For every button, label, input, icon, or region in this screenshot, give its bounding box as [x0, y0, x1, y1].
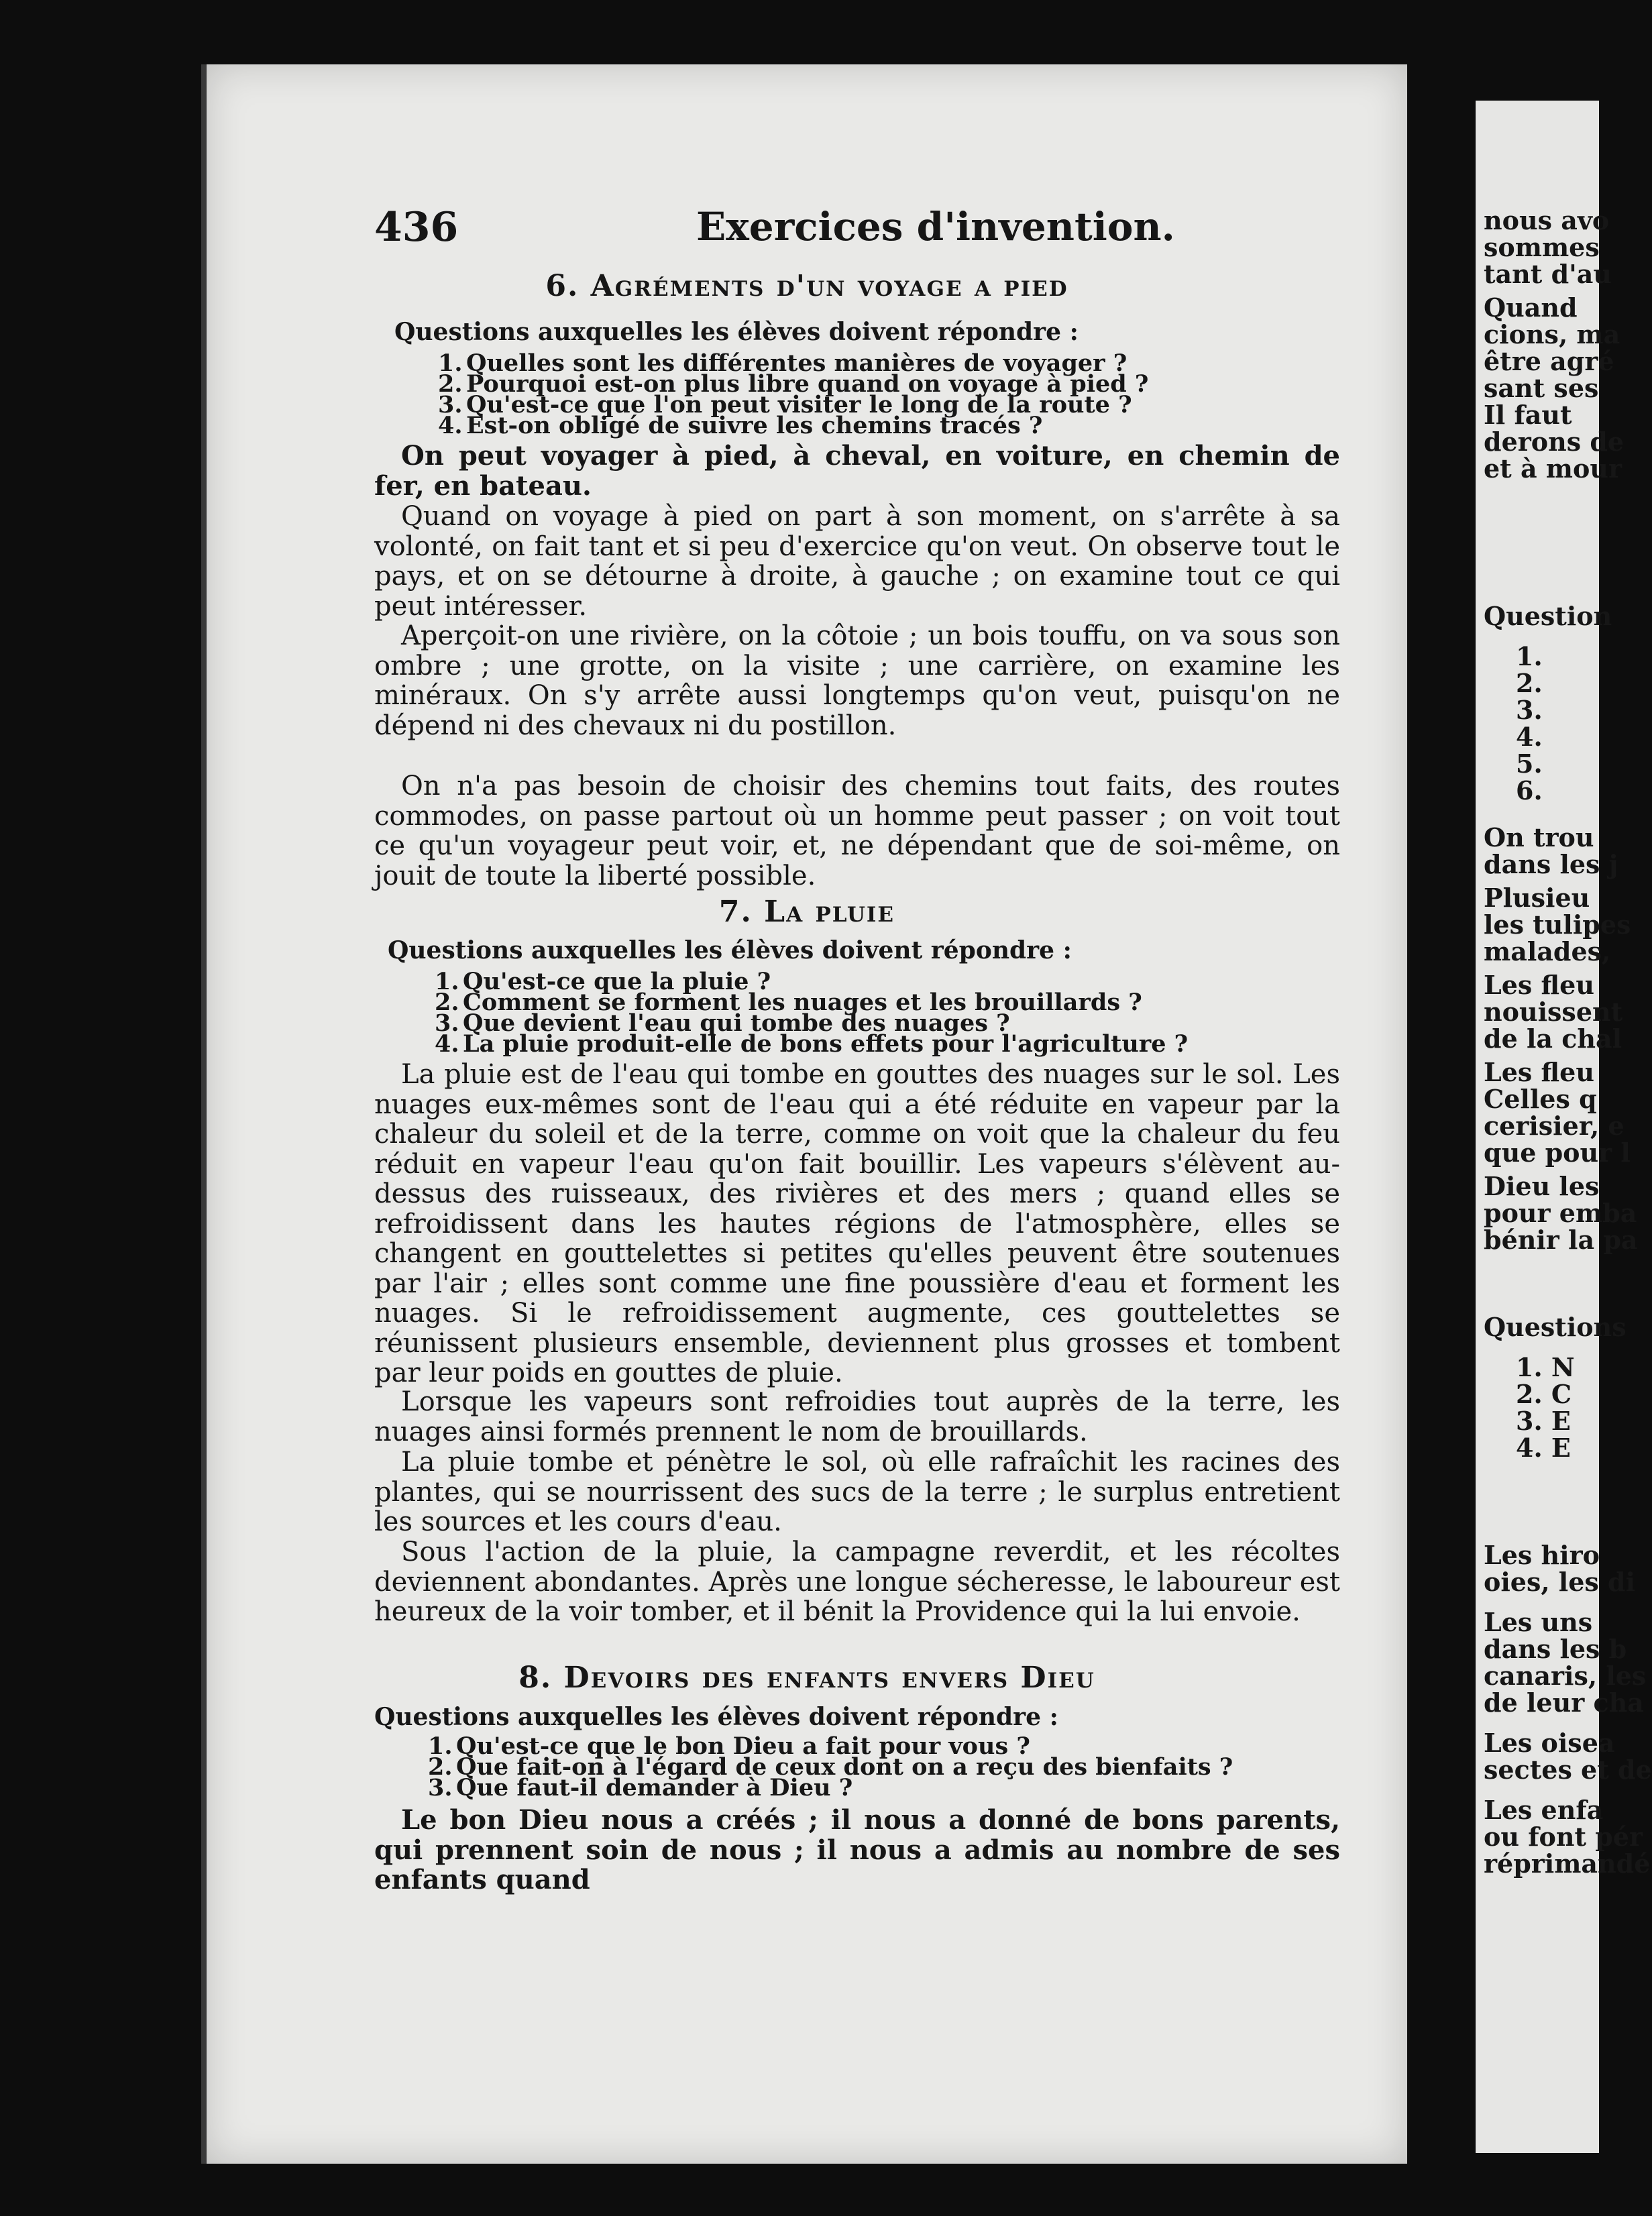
paragraph: La pluie est de l'eau qui tombe en gouttes des nuages sur le sol. Les nuages eux-mêmes sont de l'eau qui a été réduite en vapeur par la chaleur du soleil et de la terre, comme on voit que la chaleur du feu réduit en vapeur l'eau qu'on fait bouillir. Les vapeurs s'élèvent au-dessus des ruisseaux, des rivières et des mers ; quand elles se refroidissent dans les hautes régions de l'atmosphère, elles se changent en gouttelettes si petites qu'elles peuvent être soutenues par l'air ; elles sont comme une fine poussière d'eau et forment les nuages. Si le refroidissement augmente, ces gouttelettes se réunissent plusieurs ensemble, deviennent plus grosses et tombent par leur poids en gouttes de pluie.	[374, 1059, 1340, 1388]
paragraph: On peut voyager à pied, à cheval, en voiture, en chemin de fer, en bateau.	[374, 440, 1340, 502]
facing-page-line: 5.	[1516, 749, 1543, 779]
facing-page-line: réprimandé	[1484, 1848, 1651, 1879]
facing-page-line: de leur cha	[1484, 1687, 1644, 1718]
facing-page-line: oies, les di	[1484, 1567, 1636, 1597]
page-number: 436	[374, 204, 459, 251]
paragraph: Sous l'action de la pluie, la campagne reverdit, et les récoltes deviennent abondantes. Après une longue sécheresse, le laboureur est heureux de la voir tomber, et il bénit la Providence qui la lui envoie.	[374, 1537, 1340, 1627]
facing-page-line: les tulipes	[1484, 909, 1631, 940]
list-item: 4. Est-on obligé de suivre les chemins tracés ?	[438, 412, 1043, 439]
facing-page-line: nous avo	[1484, 205, 1610, 235]
facing-page-line: être agré	[1484, 346, 1614, 376]
facing-page-line: Les fleu	[1484, 1057, 1594, 1087]
paragraph: On n'a pas besoin de choisir des chemins tout faits, des routes commodes, on passe partout où un homme peut passer ; on voit tout ce qu'un voyageur peut voir, et, ne dépendant que de soi-même, on jouit de toute la liberté possible.	[374, 771, 1340, 891]
paragraph: Le bon Dieu nous a créés ; il nous a donné de bons parents, qui prennent soin de nous ; il nous a admis au nombre de ses enfants quand	[374, 1804, 1340, 1895]
facing-page-line: 3.	[1516, 695, 1543, 725]
section-title: 8. Devoirs des enfants envers Dieu	[518, 1661, 1095, 1695]
facing-page-line: Question	[1484, 601, 1612, 631]
question-list	[435, 968, 1189, 1058]
facing-page-line: canaris, les	[1484, 1661, 1647, 1691]
facing-page-line: dans les b	[1484, 1634, 1627, 1664]
facing-page-line: dans les j	[1484, 849, 1618, 879]
questions-heading: Questions auxquelles les élèves doivent répondre :	[388, 936, 1072, 964]
page-header	[374, 204, 1327, 251]
facing-page-line: malades,	[1484, 936, 1611, 966]
book-page	[201, 64, 1407, 2164]
facing-page-edge	[1476, 101, 1652, 2153]
facing-page-line: Celles q	[1484, 1084, 1597, 1114]
facing-page-line: Les fleu	[1484, 970, 1594, 1000]
facing-page-line: Les hiro	[1484, 1540, 1600, 1570]
facing-page-line: Il faut	[1484, 400, 1572, 430]
list-item: 2. Pourquoi est-on plus libre quand on voyage à pied ?	[438, 370, 1149, 398]
facing-page-line: 6.	[1516, 775, 1543, 806]
facing-page-line: sectes et de	[1484, 1755, 1652, 1785]
question-list	[428, 1732, 1233, 1802]
list-item: 1. Qu'est-ce que le bon Dieu a fait pour vous ?	[428, 1732, 1030, 1760]
paragraph: Aperçoit-on une rivière, on la côtoie ; un bois touffu, on va sous son ombre ; une grotte, on la visite ; une carrière, on examine les minéraux. On s'y arrête aussi longtemps qu'on veut, puisqu'on ne dépend ni des chevaux ni du postillon.	[374, 620, 1340, 741]
facing-page-line: 2.	[1516, 668, 1543, 698]
list-item: 2. Que fait-on à l'égard de ceux dont on a reçu des bienfaits ?	[428, 1753, 1233, 1781]
facing-page-line: pour emba	[1484, 1198, 1637, 1228]
facing-page-line: Les oiseа	[1484, 1728, 1615, 1758]
paragraph: Quand on voyage à pied on part à son moment, on s'arrête à sa volonté, on fait tant et si peu d'exercice qu'on veut. On observe tout le pays, et on se détourne à droite, à gauche ; on examine tout ce qui peut intéresser.	[374, 501, 1340, 622]
facing-page-line: Les uns	[1484, 1607, 1593, 1637]
facing-page-line: Questions	[1484, 1312, 1627, 1342]
list-item: 1. Qu'est-ce que la pluie ?	[435, 968, 771, 995]
facing-page-line: de la chal	[1484, 1023, 1622, 1054]
facing-page-line: Dieu les	[1484, 1171, 1600, 1201]
facing-page-line: et à mour	[1484, 453, 1622, 484]
facing-page-line: 1. N	[1516, 1352, 1575, 1382]
questions-heading: Questions auxquelles les élèves doivent répondre :	[374, 1703, 1058, 1731]
facing-page-line: Les enfa	[1484, 1795, 1604, 1825]
running-title: Exercices d'invention.	[696, 204, 1175, 250]
facing-page-line: 4.	[1516, 722, 1543, 752]
facing-page-line: Quand	[1484, 292, 1578, 323]
question-list	[438, 349, 1149, 439]
facing-page-line: nouissent	[1484, 997, 1623, 1027]
facing-page-line: cions, ma	[1484, 319, 1620, 349]
facing-page-line: tant d'au	[1484, 259, 1612, 289]
facing-page-line: sommes	[1484, 232, 1600, 262]
facing-page-line: Plusieu	[1484, 883, 1590, 913]
facing-page-line: 2. C	[1516, 1379, 1572, 1409]
facing-page-line: derons de	[1484, 427, 1625, 457]
section-title: 7. La pluie	[718, 895, 895, 929]
facing-page-line: On trou	[1484, 822, 1594, 852]
facing-page-line: 1.	[1516, 641, 1543, 671]
facing-page-line: cerisier, e	[1484, 1111, 1625, 1141]
paragraph: Lorsque les vapeurs sont refroidies tout auprès de la terre, les nuages ainsi formés prennent le nom de brouillards.	[374, 1386, 1340, 1447]
list-item: 2. Comment se forment les nuages et les brouillards ?	[435, 989, 1142, 1016]
facing-page-line: 4. E	[1516, 1433, 1571, 1463]
list-item: 3. Que faut-il demander à Dieu ?	[428, 1774, 853, 1802]
facing-page-line: ou font pér	[1484, 1822, 1643, 1852]
facing-page-line: sant ses	[1484, 373, 1599, 403]
facing-page-line: que pour l	[1484, 1138, 1631, 1168]
list-item: 4. La pluie produit-elle de bons effets pour l'agriculture ?	[435, 1030, 1189, 1058]
list-item: 1. Quelles sont les différentes manières de voyager ?	[438, 349, 1127, 377]
section-title: 6. Agréments d'un voyage a pied	[545, 269, 1068, 303]
list-item: 3. Qu'est-ce que l'on peut visiter le long de la route ?	[438, 391, 1132, 419]
list-item: 3. Que devient l'eau qui tombe des nuages ?	[435, 1009, 1010, 1037]
paragraph: La pluie tombe et pénètre le sol, où elle rafraîchit les racines des plantes, qui se nourrissent des sucs de la terre ; le surplus entretient les sources et les cours d'eau.	[374, 1447, 1340, 1537]
questions-heading: Questions auxquelles les élèves doivent répondre :	[394, 318, 1079, 346]
facing-page-line: 3. E	[1516, 1406, 1571, 1436]
facing-page-line: bénir la pa	[1484, 1225, 1638, 1255]
